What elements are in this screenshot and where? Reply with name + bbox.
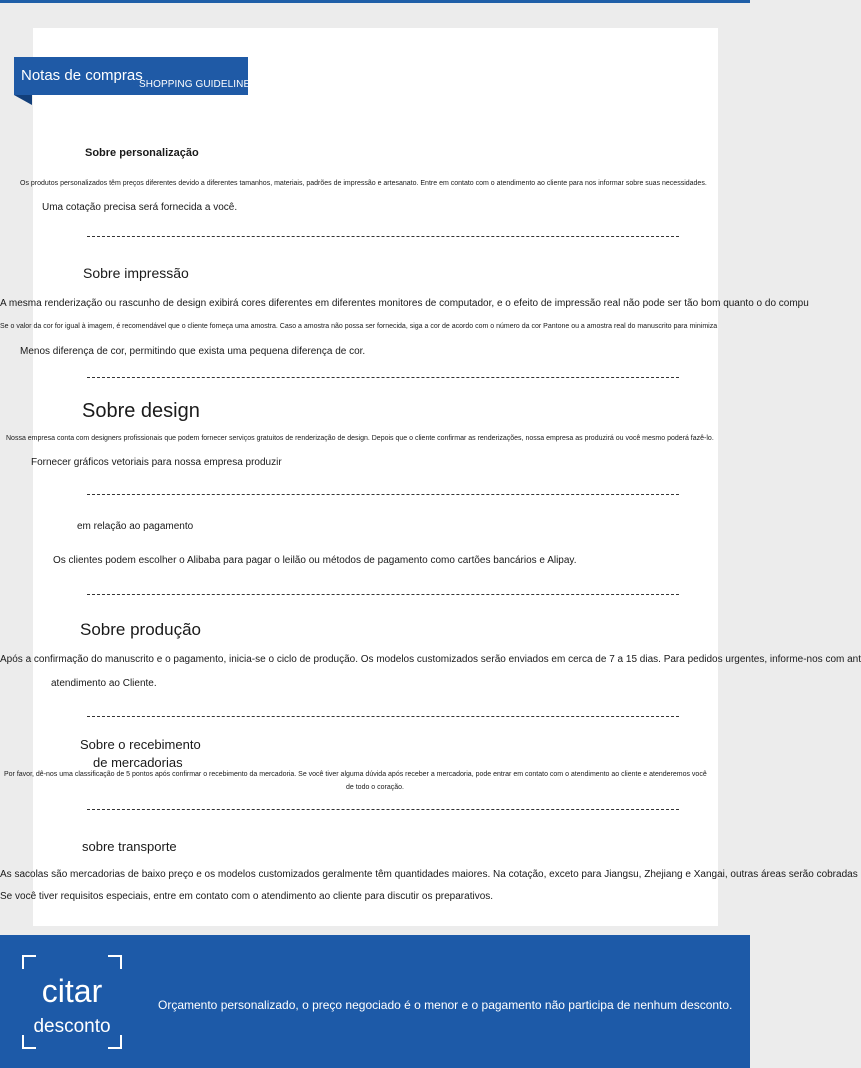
tag-fold [14, 95, 32, 105]
text-production-1: Após a confirmação do manuscrito e o pagamento, inicia-se o ciclo de produção. Os modelos customizados serão enviados em cerca de 7 a 15 dias. Para pedidos urgentes, informe-nos com ant [0, 654, 861, 665]
badge-corner [108, 1035, 122, 1049]
text-printing-3: Menos diferença de cor, permitindo que exista uma pequena diferença de cor. [20, 346, 366, 357]
badge-corner [22, 955, 36, 969]
text-receiving-1: Por favor, dê-nos uma classificação de 5 pontos após confirmar o recebimento da mercadoria. Se você tiver alguma dúvida após receber a mercadoria, pode entrar em contato com o atendimento ao cliente e atenderemos você [4, 771, 707, 778]
divider [87, 377, 679, 378]
text-payment-1: Os clientes podem escolher o Alibaba para pagar o leilão ou métodos de pagamento como cartões bancários e Alipay. [53, 555, 577, 566]
heading-production: Sobre produção [80, 620, 201, 639]
divider [87, 809, 679, 810]
footer-banner [0, 935, 750, 1068]
heading-transport: sobre transporte [82, 839, 177, 854]
content-card [33, 28, 718, 926]
discount-badge [22, 955, 122, 1049]
text-transport-2: Se você tiver requisitos especiais, entre em contato com o atendimento ao cliente para discutir os preparativos. [0, 891, 494, 902]
text-printing-2: Se o valor da cor for igual à imagem, é recomendável que o cliente forneça uma amostra. Caso a amostra não possa ser fornecida, siga a cor de acordo com o número da cor Pantone ou a amostra real do manuscrito para minimiza [0, 323, 718, 330]
heading-printing: Sobre impressão [83, 265, 189, 281]
text-design-1: Nossa empresa conta com designers profissionais que podem fornecer serviços gratuitos de renderização de design. Depois que o cliente confirmar as renderizações, nossa empresa as produzirá ou você mesmo poderá fazê-lo. [6, 435, 714, 442]
heading-receiving-line2: de mercadorias [93, 755, 183, 770]
divider [87, 594, 679, 595]
heading-personalization: Sobre personalização [85, 147, 199, 159]
divider [87, 494, 679, 495]
badge-corner [22, 1035, 36, 1049]
text-production-2: atendimento ao Cliente. [51, 678, 157, 689]
text-transport-1: As sacolas são mercadorias de baixo preço e os modelos customizados geralmente têm quantidades maiores. Na cotação, exceto para Jiangsu, Zhejiang e Xangai, outras áreas serão cobradas [0, 869, 858, 880]
heading-payment: em relação ao pagamento [77, 521, 194, 532]
badge-main-text: citar [41, 973, 103, 1009]
section-tag [14, 57, 258, 95]
heading-receiving-line1: Sobre o recebimento [80, 737, 201, 752]
text-design-2: Fornecer gráficos vetoriais para nossa empresa produzir [31, 457, 282, 468]
text-receiving-2: de todo o coração. [346, 784, 404, 791]
tag-title: Notas de compras [21, 67, 143, 84]
badge-corner [108, 955, 122, 969]
text-personalization-1: Os produtos personalizados têm preços diferentes devido a diferentes tamanhos, materiais, padrões de impressão e artesanato. Entre em contato com o atendimento ao cliente para nos informar sobre suas necessidades. [20, 180, 707, 187]
text-personalization-2: Uma cotação precisa será fornecida a você. [42, 202, 238, 213]
footer-text: Orçamento personalizado, o preço negociado é o menor e o pagamento não participa de nenhum desconto. [158, 998, 733, 1012]
heading-design: Sobre design [82, 400, 200, 422]
badge-sub-text: desconto [33, 1016, 111, 1037]
divider [87, 716, 679, 717]
tag-subtitle: SHOPPING GUIDELINES [139, 79, 258, 90]
divider [87, 236, 679, 237]
top-accent-line [0, 0, 750, 3]
text-printing-1: A mesma renderização ou rascunho de design exibirá cores diferentes em diferentes monitores de computador, e o efeito de impressão real não pode ser tão bom quanto o do compu [0, 298, 809, 309]
